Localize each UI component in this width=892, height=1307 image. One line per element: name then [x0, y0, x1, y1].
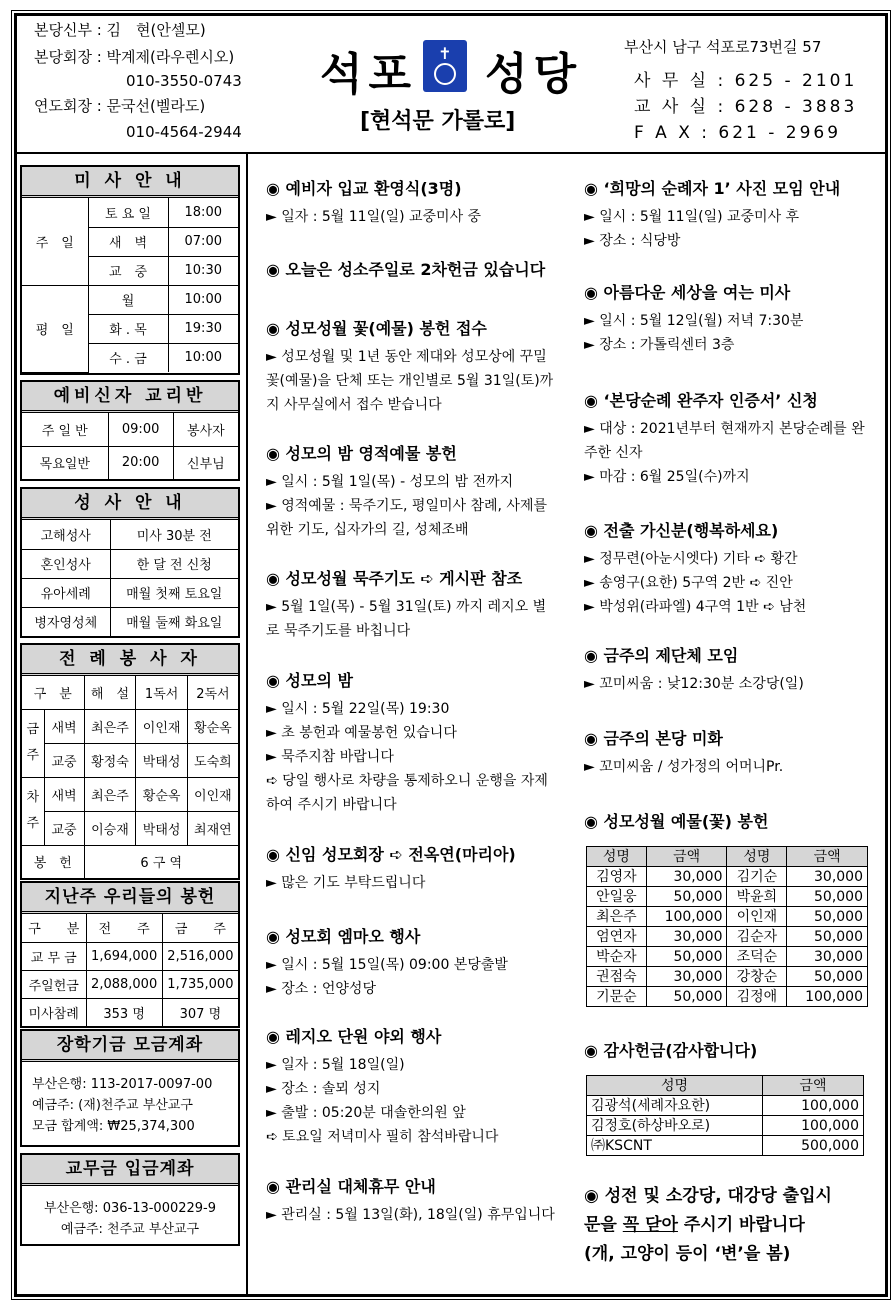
- cell: 2독서: [187, 676, 238, 709]
- section-line: ► 일시 : 5월 22일(목) 19:30: [266, 701, 450, 717]
- notice-line: ◉ 성전 및 소강당, 대강당 출입시: [584, 1186, 832, 1206]
- col-header: 성명: [727, 847, 787, 867]
- cell: 수 . 금: [88, 343, 168, 372]
- table-row: [587, 887, 868, 907]
- cell: 18:00: [168, 198, 238, 227]
- cell: 주일헌금: [22, 970, 86, 998]
- section-line: ► 대상 : 2021년부터 현재까지 본당순례를 완주한 신자: [584, 421, 865, 461]
- cell: 최은주: [84, 709, 136, 743]
- table-row: [587, 967, 868, 987]
- section-line: ➪ 당일 행사로 차량을 통제하오니 운행을 자제하여 주시기 바랍니다: [266, 773, 548, 813]
- section-heading: ◉ 오늘은 성소주일로 2차헌금 있습니다: [266, 260, 546, 279]
- cell: 황순옥: [136, 777, 187, 811]
- phone-list: [634, 68, 857, 146]
- total-amount: 모금 합계액: ₩25,374,300: [32, 1119, 195, 1134]
- cell: 목요일반: [22, 446, 108, 479]
- section-heading: ◉ 신임 성모회장 ➪ 전옥연(마리아): [266, 845, 516, 864]
- cell: 30,000: [787, 947, 868, 967]
- parish-president: 본당회장 : 박계제(라우렌시오): [34, 48, 235, 66]
- cell: 500,000: [763, 1136, 864, 1156]
- notice-section: [584, 518, 874, 619]
- cell: 100,000: [646, 907, 727, 927]
- section-line: ► 5월 1일(목) - 5월 31일(토) 까지 레지오 별로 묵주기도를 바칩니다: [266, 599, 547, 639]
- bank-account: 부산은행: 113-2017-0097-00: [32, 1077, 213, 1092]
- cell: 한 달 전 신청: [110, 549, 238, 578]
- cell: 6 구 역: [84, 845, 238, 878]
- section-line: ► 장소 : 식당방: [584, 233, 681, 249]
- cell: 20:00: [108, 446, 173, 479]
- offering-table: [22, 914, 238, 1026]
- cell: 박태성: [136, 811, 187, 845]
- cell: 강창순: [727, 967, 787, 987]
- cell: 해 설: [84, 676, 136, 709]
- cell: 조덕순: [727, 947, 787, 967]
- section-line: ► 정무련(아눈시엣다) 기타 ➪ 황간: [584, 551, 798, 567]
- cell: 구 분: [22, 914, 86, 942]
- notice-section: [584, 280, 874, 357]
- cell: 353 명: [86, 998, 162, 1026]
- cell: 교중: [44, 743, 84, 777]
- cell: 신부님: [173, 446, 238, 479]
- cell: 박윤희: [727, 887, 787, 907]
- cell: 2,516,000: [162, 942, 238, 970]
- cell: 금 주: [162, 914, 238, 942]
- cell: 19:30: [168, 314, 238, 343]
- cell: 도숙희: [187, 743, 238, 777]
- col-header: 금액: [787, 847, 868, 867]
- cell: 10:00: [168, 285, 238, 314]
- cell: 10:00: [168, 343, 238, 372]
- cell: 박태성: [136, 743, 187, 777]
- church-logo: ✝: [423, 40, 467, 92]
- section-line: ➪ 토요일 저녁미사 필히 참석바랍니다: [266, 1129, 499, 1145]
- mass-schedule-box: [20, 165, 240, 375]
- table-row: [587, 1116, 864, 1136]
- notice-section: [266, 566, 556, 643]
- cell: 1,694,000: [86, 942, 162, 970]
- offering-box: [20, 881, 240, 1028]
- table-row: [587, 867, 868, 887]
- notice-section: [266, 176, 556, 229]
- cell: 이인재: [727, 907, 787, 927]
- cell: 월: [88, 285, 168, 314]
- cell: 엄연자: [587, 927, 647, 947]
- memorial-president: 연도회장 : 문국선(벨라도): [34, 97, 206, 115]
- section-heading: ◉ 금주의 본당 미화: [584, 729, 723, 748]
- section-line: ► 송영구(요한) 5구역 2반 ➪ 진안: [584, 575, 793, 591]
- cell: 50,000: [787, 927, 868, 947]
- cell: 화 . 목: [88, 314, 168, 343]
- thanks-offering-table: [586, 1075, 864, 1156]
- box-title: 장학기금 모금계좌: [22, 1031, 238, 1062]
- cell: 금 주: [22, 709, 44, 777]
- table-row: [587, 907, 868, 927]
- cell: 50,000: [787, 967, 868, 987]
- fax: F A X : 621 - 2969: [634, 123, 842, 143]
- section-heading: ◉ 금주의 제단체 모임: [584, 646, 739, 665]
- liturgy-box: [20, 643, 240, 880]
- notice-section: [266, 842, 556, 895]
- notice-section: [266, 1024, 556, 1149]
- cell: 김순자: [727, 927, 787, 947]
- notice-text: 문을: [584, 1215, 623, 1235]
- cell: 50,000: [646, 887, 727, 907]
- notice-section: [584, 1038, 874, 1067]
- cell: 307 명: [162, 998, 238, 1026]
- address: 부산시 남구 석포로73번길 57: [624, 38, 822, 56]
- section-line: ► 장소 : 가톨릭센터 3층: [584, 337, 735, 353]
- col-header: 금액: [763, 1076, 864, 1096]
- section-line: ► 일자 : 5월 18일(일): [266, 1057, 405, 1073]
- bank-account: 부산은행: 036-13-000229-9: [43, 1201, 217, 1216]
- cell: 유아세례: [22, 578, 110, 607]
- notice-section: [266, 668, 556, 817]
- cell: 매월 둘째 화요일: [110, 607, 238, 636]
- section-heading: ◉ ‘희망의 순례자 1’ 사진 모임 안내: [584, 179, 841, 198]
- account-holder: 예금주: 천주교 부산교구: [60, 1222, 200, 1237]
- notice-section: [584, 388, 874, 489]
- cell: 100,000: [763, 1096, 864, 1116]
- account-holder: 예금주: (재)천주교 부산교구: [32, 1098, 193, 1113]
- section-line: ► 영적예물 : 묵주기도, 평일미사 참례, 사제를 위한 기도, 십자가의 길, 성체조배: [266, 498, 547, 538]
- cell: 병자영성체: [22, 607, 110, 636]
- section-line: ► 묵주지참 바랍니다: [266, 749, 394, 765]
- section-line: ► 성모성월 및 1년 동안 제대와 성모상에 꾸밀 꽃(예물)을 단체 또는 개인별로 5월 31일(토)까지 사무실에서 접수 받습니다: [266, 349, 554, 413]
- dues-box: [20, 1153, 240, 1246]
- cell: 최재연: [187, 811, 238, 845]
- cell: 구 분: [22, 676, 84, 709]
- cell: 주 일 반: [22, 413, 108, 446]
- cell: 최은주: [84, 777, 136, 811]
- cell: 100,000: [763, 1116, 864, 1136]
- president-phone: 010-3550-0743: [126, 72, 242, 90]
- notice-section: [584, 643, 874, 696]
- section-heading: ◉ 성모의 밤 영적예물 봉헌: [266, 444, 457, 463]
- cell: 30,000: [646, 967, 727, 987]
- title-right: 성당: [485, 49, 583, 100]
- cell: 전 주: [86, 914, 162, 942]
- section-line: ► 많은 기도 부탁드립니다: [266, 875, 426, 891]
- section-line: ► 꼬미씨움 / 성가정의 어머니Pr.: [584, 759, 784, 775]
- liturgy-table: [22, 676, 238, 878]
- cell: 박순자: [587, 947, 647, 967]
- notice-section: [266, 1174, 556, 1227]
- cell: 새 벽: [88, 227, 168, 256]
- notice-section: [584, 176, 874, 253]
- cell: 김정호(하상바오로): [587, 1116, 763, 1136]
- cell: 최은주: [587, 907, 647, 927]
- column-divider: [246, 152, 248, 1297]
- cell: 차 주: [22, 777, 44, 845]
- section-line: ► 장소 : 솔뫼 성지: [266, 1081, 381, 1097]
- cell: 07:00: [168, 227, 238, 256]
- mass-table: [22, 198, 238, 373]
- notice-text: 주시기 바랍니다: [677, 1215, 805, 1235]
- cell: 봉사자: [173, 413, 238, 446]
- cell: 미사 30분 전: [110, 520, 238, 549]
- notice-emphasis: 꼭 닫아: [622, 1215, 678, 1235]
- section-heading: ◉ 성모의 밤: [266, 671, 353, 690]
- office-phone: 사 무 실 : 625 - 2101: [634, 71, 858, 91]
- cell: 교중: [44, 811, 84, 845]
- scholarship-box: [20, 1029, 240, 1147]
- section-line: ► 초 봉헌과 예물봉헌 있습니다: [266, 725, 457, 741]
- cell: 50,000: [787, 887, 868, 907]
- cell: 평 일: [22, 285, 88, 372]
- patron-saint: [현석문 가롤로]: [360, 109, 516, 134]
- cell: 봉 헌: [22, 845, 84, 878]
- door-notice: [584, 1182, 832, 1269]
- cell: ㈜KSCNT: [587, 1136, 763, 1156]
- catechumen-box: [20, 380, 240, 481]
- notice-section: [266, 441, 556, 542]
- box-title: 지난주 우리들의 봉헌: [22, 883, 238, 914]
- cell: 교 중: [88, 256, 168, 285]
- section-heading: ◉ 성모성월 예물(꽃) 봉헌: [584, 812, 769, 831]
- cell: 09:00: [108, 413, 173, 446]
- cell: 김영자: [587, 867, 647, 887]
- notice-section: [584, 809, 874, 838]
- box-title: 성 사 안 내: [22, 489, 238, 520]
- cell: 50,000: [646, 987, 727, 1007]
- cell: 30,000: [787, 867, 868, 887]
- section-heading: ◉ 관리실 대체휴무 안내: [266, 1177, 436, 1196]
- cell: 30,000: [646, 927, 727, 947]
- cell: 100,000: [787, 987, 868, 1007]
- box-title: 전 례 봉 사 자: [22, 645, 238, 676]
- section-line: ► 박성위(라파엘) 4구역 1반 ➪ 남천: [584, 599, 807, 615]
- section-line: ► 꼬미씨움 : 낮12:30분 소강당(일): [584, 676, 804, 692]
- section-line: ► 일시 : 5월 11일(일) 교중미사 후: [584, 209, 800, 225]
- table-row: [587, 987, 868, 1007]
- cell: 고해성사: [22, 520, 110, 549]
- cell: 50,000: [646, 947, 727, 967]
- section-heading: ◉ ‘본당순례 완주자 인증서’ 신청: [584, 391, 818, 410]
- teacher-phone: 교 사 실 : 628 - 3883: [634, 97, 858, 117]
- sacrament-box: [20, 487, 240, 638]
- title-left: 석포: [320, 49, 418, 100]
- cell: 김기순: [727, 867, 787, 887]
- cell: 새벽: [44, 709, 84, 743]
- box-title: 예비신자 교리반: [22, 382, 238, 413]
- memorial-phone: 010-4564-2944: [126, 123, 242, 141]
- col-header: 성명: [587, 847, 647, 867]
- table-row: [587, 1096, 864, 1116]
- table-row: [587, 947, 868, 967]
- section-heading: ◉ 레지오 단원 야외 행사: [266, 1027, 442, 1046]
- pastor: 본당신부 : 김 현(안셀모): [34, 21, 206, 39]
- cell: 황순옥: [187, 709, 238, 743]
- section-heading: ◉ 감사헌금(감사합니다): [584, 1041, 758, 1060]
- cell: 10:30: [168, 256, 238, 285]
- header-divider: [14, 152, 888, 154]
- notice-section: [266, 257, 556, 286]
- cell: 새벽: [44, 777, 84, 811]
- cell: 미사참례: [22, 998, 86, 1026]
- section-heading: ◉ 성모성월 꽃(예물) 봉헌 접수: [266, 319, 487, 338]
- catechumen-table: [22, 413, 238, 479]
- notice-section: [584, 726, 874, 779]
- cell: 교 무 금: [22, 942, 86, 970]
- cell: 이인재: [187, 777, 238, 811]
- cell: 김정애: [727, 987, 787, 1007]
- cell: 이인재: [136, 709, 187, 743]
- section-line: ► 일시 : 5월 15일(목) 09:00 본당출발: [266, 957, 508, 973]
- col-header: 금액: [646, 847, 727, 867]
- cell: 1독서: [136, 676, 187, 709]
- box-title: 교무금 입금계좌: [22, 1155, 238, 1186]
- section-line: ► 일시 : 5월 1일(목) - 성모의 밤 전까지: [266, 474, 514, 490]
- notice-section: [266, 316, 556, 417]
- cell: 김광석(세례자요한): [587, 1096, 763, 1116]
- section-line: ► 출발 : 05:20분 대솔한의원 앞: [266, 1105, 466, 1121]
- notice-section: [266, 924, 556, 1001]
- cell: 이승재: [84, 811, 136, 845]
- section-heading: ◉ 예비자 입교 환영식(3명): [266, 179, 462, 198]
- flower-offering-table: [586, 846, 868, 1007]
- cell: 50,000: [787, 907, 868, 927]
- box-title: 미 사 안 내: [22, 167, 238, 198]
- cell: 기문순: [587, 987, 647, 1007]
- cell: 주 일: [22, 198, 88, 285]
- cell: 황정숙: [84, 743, 136, 777]
- section-heading: ◉ 아름다운 세상을 여는 미사: [584, 283, 791, 302]
- section-line: ► 일시 : 5월 12일(월) 저녁 7:30분: [584, 313, 804, 329]
- cell: 1,735,000: [162, 970, 238, 998]
- section-line: ► 일자 : 5월 11일(일) 교중미사 중: [266, 209, 482, 225]
- cell: 매월 첫째 토요일: [110, 578, 238, 607]
- section-line: ► 관리실 : 5월 13일(화), 18일(일) 휴무입니다: [266, 1207, 555, 1223]
- table-row: [587, 927, 868, 947]
- notice-line: (개, 고양이 등이 ‘변’을 봄): [584, 1244, 791, 1264]
- section-heading: ◉ 전출 가신분(행복하세요): [584, 521, 779, 540]
- cell: 토 요 일: [88, 198, 168, 227]
- col-header: 성명: [587, 1076, 763, 1096]
- cell: 안일웅: [587, 887, 647, 907]
- cell: 권점숙: [587, 967, 647, 987]
- cell: 혼인성사: [22, 549, 110, 578]
- section-heading: ◉ 성모성월 묵주기도 ➪ 게시판 참조: [266, 569, 523, 588]
- section-line: ► 마감 : 6월 25일(수)까지: [584, 469, 750, 485]
- sacrament-table: [22, 520, 238, 636]
- cell: 30,000: [646, 867, 727, 887]
- table-row: [587, 1136, 864, 1156]
- section-line: ► 장소 : 언양성당: [266, 981, 376, 997]
- section-heading: ◉ 성모회 엠마오 행사: [266, 927, 421, 946]
- cell: 2,088,000: [86, 970, 162, 998]
